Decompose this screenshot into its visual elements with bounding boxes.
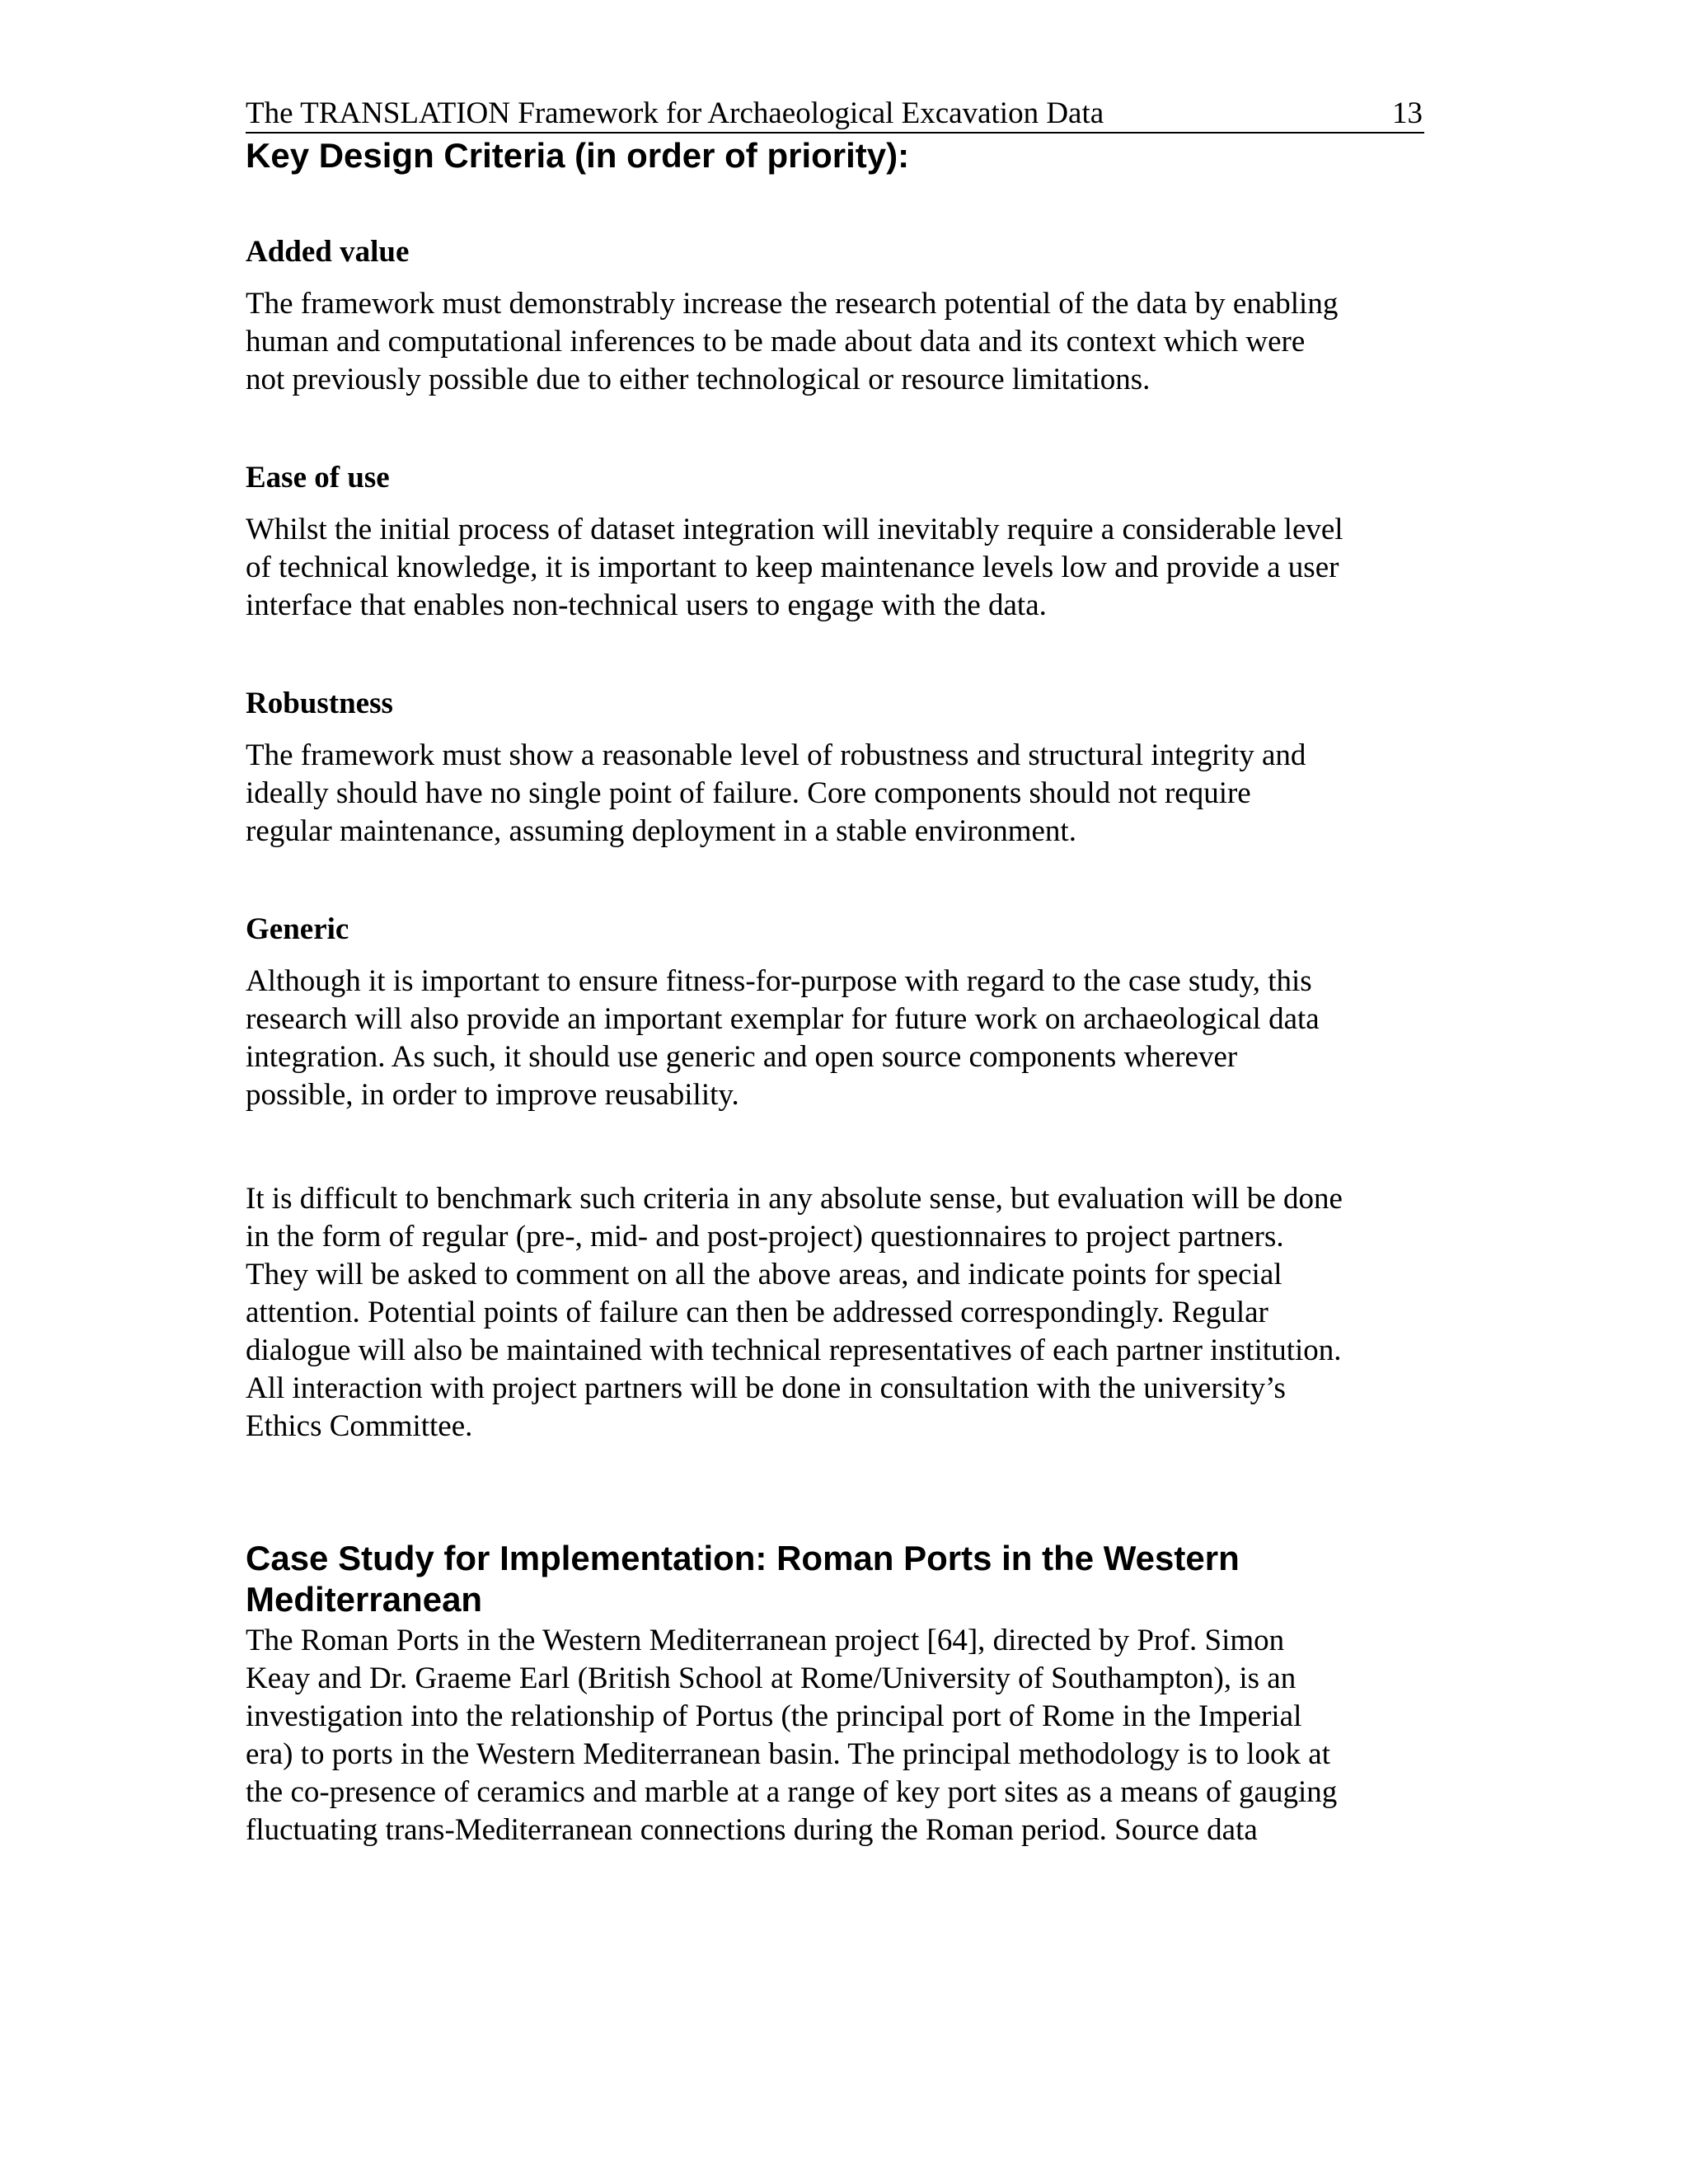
- criterion-text: Whilst the initial process of dataset integration will inevitably require a considerable level of technical knowledge, it is important to keep maintenance levels low and provide a user interface that enables non-technical users to engage with the data.: [246, 513, 1343, 622]
- criterion-added-value: [246, 234, 1424, 399]
- document-page: [246, 92, 1424, 1849]
- evaluation-paragraph: It is difficult to benchmark such criteria in any absolute sense, but evaluation will be done in the form of regular (pre-, mid- and post-project) questionnaires to project partners. They will be asked to comment on all the above areas, and indicate points for special attention. Potential points of failure can then be addressed correspondingly. Regular dialogue will also be maintained with technical representatives of each partner institution. All interaction with project partners will be done in consultation with the university’s Ethics Committee.: [246, 1182, 1343, 1443]
- criterion-text: The framework must demonstrably increase the research potential of the data by enabling human and computational inferences to be made about data and its context which were not previously possible due to either technological or resource limitations.: [246, 287, 1339, 396]
- criterion-generic: [246, 912, 1424, 1114]
- criterion-title: Added value: [246, 235, 410, 269]
- page-number: 13: [1392, 96, 1423, 130]
- key-design-criteria-heading: Key Design Criteria (in order of priority):: [246, 136, 910, 175]
- criterion-ease-of-use: [246, 460, 1424, 625]
- criterion-title: Ease of use: [246, 461, 390, 494]
- criterion-robustness: [246, 686, 1424, 851]
- running-title: The TRANSLATION Framework for Archaeological Excavation Data: [246, 96, 1104, 130]
- criterion-text: Although it is important to ensure fitness-for-purpose with regard to the case study, this research will also provide an important exemplar for future work on archaeological data integration. As such, it should use generic and open source components wherever possible, in order to improve reusability.: [246, 964, 1320, 1112]
- running-header: [246, 92, 1424, 134]
- case-study-paragraph: The Roman Ports in the Western Mediterranean project [64], directed by Prof. Simon Keay and Dr. Graeme Earl (British School at Rome/University of Southampton), is an investigation into the relationship of Portus (the principal port of Rome in the Imperial era) to ports in the Western Mediterranean basin. The principal methodology is to look at the co-presence of ceramics and marble at a range of key port sites as a means of gauging fluctuating trans-Mediterranean connections during the Roman period. Source data: [246, 1624, 1338, 1847]
- criterion-text: The framework must show a reasonable level of robustness and structural integrity and ideally should have no single point of failure. Core components should not require regular maintenance, assuming deployment in a stable environment.: [246, 738, 1306, 848]
- case-study-heading: Case Study for Implementation: Roman Ports in the Western Mediterranean: [246, 1539, 1240, 1619]
- criterion-title: Generic: [246, 912, 349, 946]
- criterion-title: Robustness: [246, 687, 393, 720]
